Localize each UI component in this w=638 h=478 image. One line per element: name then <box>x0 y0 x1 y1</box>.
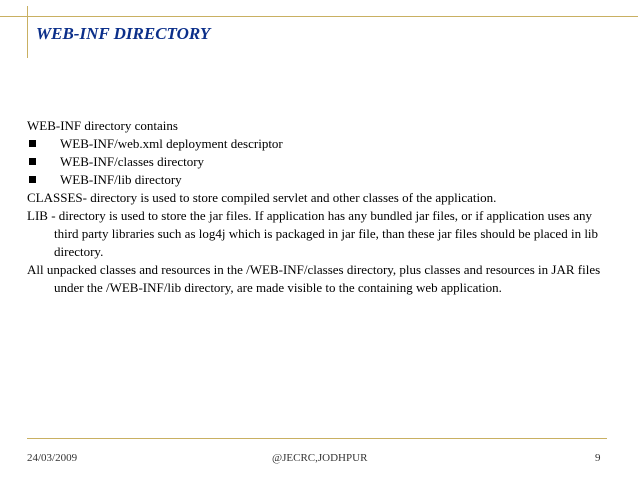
lib-paragraph: LIB - directory is used to store the jar files. If application has any bundled jar files, or if application uses any third party libraries such as log4j which is packaged in jar file, than these jar files should be placed in lib directory. <box>27 208 599 259</box>
page-number: 9 <box>595 452 601 464</box>
footer-organization: @JECRC,JODHPUR <box>272 452 368 464</box>
bullet-text: WEB-INF/lib directory <box>60 172 182 187</box>
slide-body <box>27 117 617 297</box>
bullet-text: WEB-INF/web.xml deployment descriptor <box>60 136 283 151</box>
bullet-item <box>27 171 617 189</box>
square-bullet-icon <box>29 176 36 183</box>
footer-date: 24/03/2009 <box>27 452 78 464</box>
intro-text: WEB-INF directory contains <box>27 118 178 133</box>
visibility-paragraph: All unpacked classes and resources in the /WEB-INF/classes directory, plus classes and resources in JAR files under the /WEB-INF/lib directory, are made visible to the containing web application. <box>27 262 601 295</box>
footer-divider <box>27 438 607 439</box>
bullet-item <box>27 153 617 171</box>
slide-title: WEB-INF DIRECTORY <box>36 24 211 43</box>
square-bullet-icon <box>29 158 36 165</box>
square-bullet-icon <box>29 140 36 147</box>
classes-paragraph: CLASSES- directory is used to store compiled servlet and other classes of the application. <box>27 190 497 205</box>
bullet-text: WEB-INF/classes directory <box>60 154 205 169</box>
left-divider <box>27 6 28 58</box>
top-divider <box>0 16 638 17</box>
bullet-item <box>27 135 617 153</box>
